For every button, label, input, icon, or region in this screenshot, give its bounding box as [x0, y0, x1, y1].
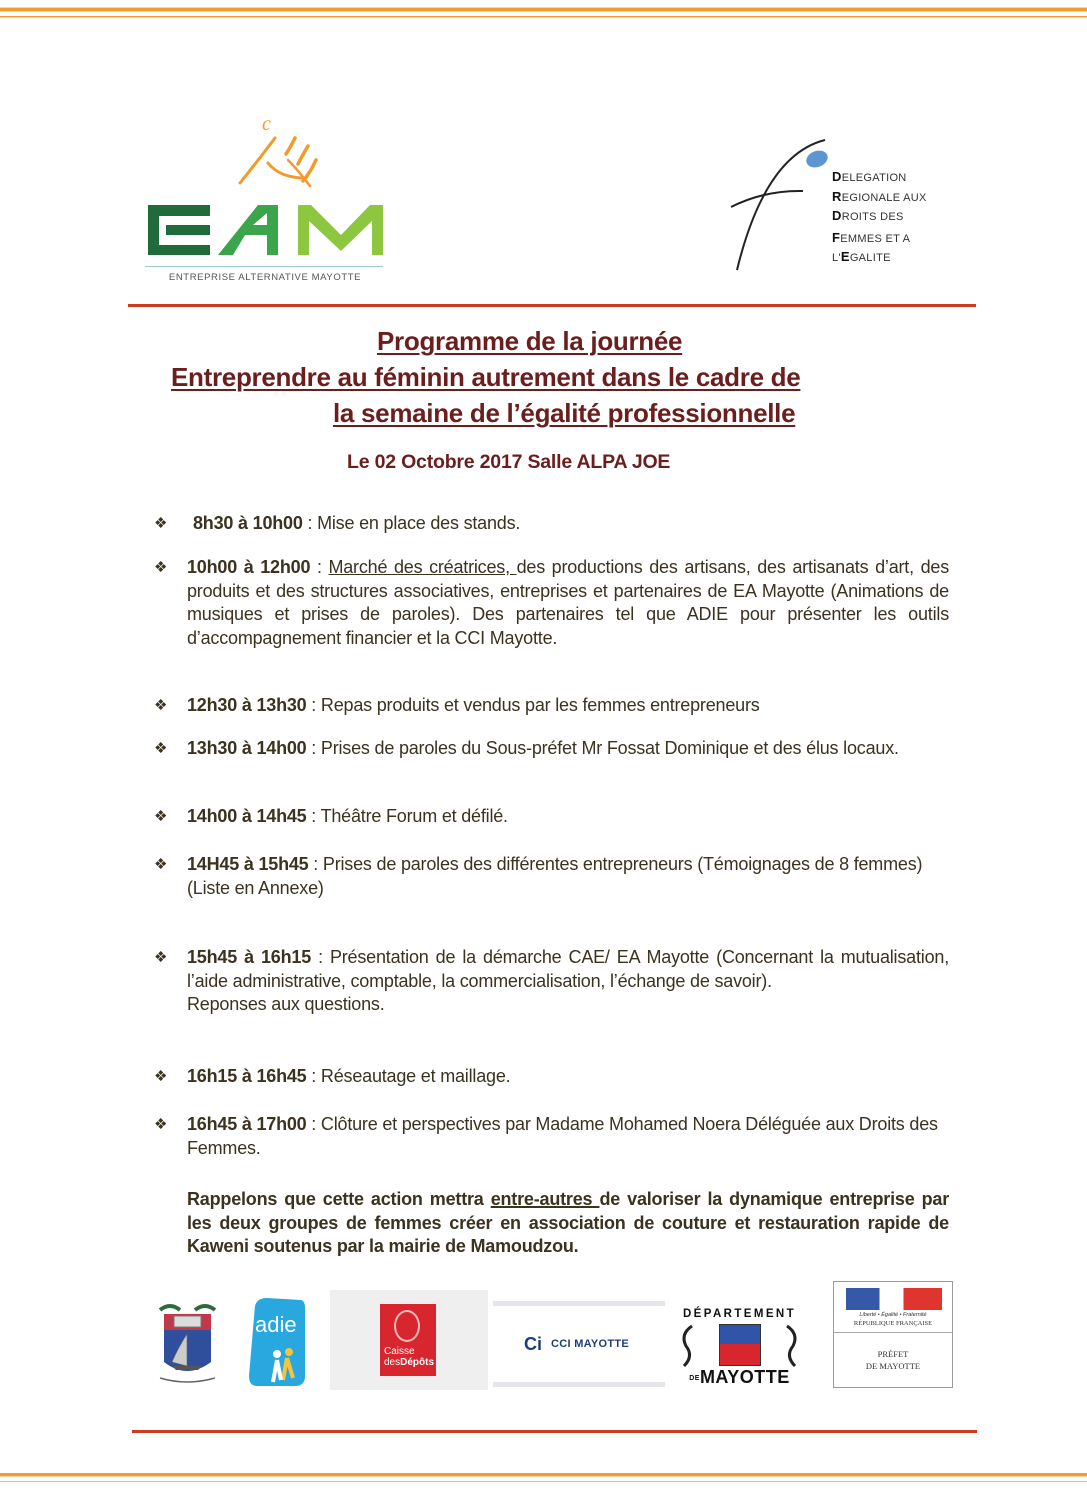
item-text: Repas produits et vendus par les femmes entrepreneurs — [320, 695, 760, 715]
item-text: des productions des artisans, des artisanats d’art, des produits et des structures associatives, entreprises et partenaires de EA Mayotte (Animations de musiques et prises de paroles). Des partenaires tel que ADIE pour présenter les outils d’accompagnement financier et la CCI Mayotte. — [187, 557, 950, 648]
program-item: ❖ 10h00 à 12h00 : Marché des créatrices, des productions des artisans, des artisanats d’art, des produits et des structures associatives, entreprises et partenaires de EA Mayotte (Animations de musiques et prises de paroles). Des partenaires tel que ADIE pour présenter les outils d’accompagnement financier et la CCI Mayotte. — [154, 557, 950, 648]
coat-of-arms-icon — [150, 1300, 225, 1388]
subtitle-line-2: la semaine de l’égalité professionnelle — [333, 398, 796, 428]
item-extra: Reponses aux questions. — [187, 994, 385, 1014]
header-divider — [128, 304, 976, 307]
item-time: 16h15 à 16h45 — [187, 1066, 307, 1086]
dep-shield-icon — [719, 1324, 761, 1366]
item-time: 15h45 à 16h15 — [187, 947, 312, 967]
diamond-bullet-icon: ❖ — [154, 515, 168, 532]
delegation-text — [832, 168, 927, 268]
adie-badge-icon — [247, 1296, 307, 1388]
event-date-venue: Le 02 Octobre 2017 Salle ALPA JOE — [347, 451, 671, 473]
program-item: ❖ 13h30 à 14h00 : Prises de paroles du Sous-préfet Mr Fossat Dominique et des élus locaux. — [187, 737, 967, 761]
adie-logo — [247, 1296, 307, 1388]
item-time: 14H45 à 15h45 — [187, 854, 309, 874]
eam-logo — [140, 108, 390, 288]
item-text: Présentation de la démarche CAE/ EA Mayotte (Concernant la mutualisation, l’aide administrative, comptable, la commercialisation, l’échange de savoir). — [187, 947, 949, 991]
bottom-orange-band-thin — [0, 1481, 1087, 1482]
delegation-line: DROITS DES — [832, 208, 904, 223]
program-item: ❖ 16h15 à 16h45 : Réseautage et maillage. — [187, 1065, 949, 1089]
delegation-line: FEMMES ET A — [832, 229, 911, 245]
delegation-f-icon — [725, 135, 835, 275]
diamond-bullet-icon: ❖ — [154, 559, 168, 576]
item-time: 10h00 à 12h00 — [187, 557, 311, 577]
item-time: 14h00 à 14h45 — [187, 806, 307, 826]
eam-figure-icon — [140, 108, 390, 208]
footer-divider — [132, 1430, 977, 1433]
diamond-bullet-icon: ❖ — [154, 697, 168, 714]
cdc-red-box: Caisse desDépôts — [380, 1304, 436, 1376]
item-highlight: Marché des créatrices, — [328, 557, 517, 577]
closing-note: Rappelons que cette action mettra entre-autres de valoriser la dynamique entreprise par les deux groupes de femmes créer en association de couture et restauration rapide de Kaweni soutenus par la mairie de Mamoudzou. — [187, 1189, 950, 1256]
top-orange-band-thin — [0, 16, 1087, 17]
diamond-bullet-icon: ❖ — [154, 740, 168, 757]
item-extra: (Liste en Annexe) — [187, 877, 324, 898]
item-text: Clôture et perspectives par Madame Mohamed Noera Déléguée aux Droits des Femmes. — [187, 1114, 938, 1158]
cci-mayotte-logo — [493, 1301, 665, 1387]
bottom-orange-band — [0, 1473, 1087, 1476]
program-item: ❖ 8h30 à 10h00 : Mise en place des stands. — [187, 512, 949, 536]
svg-text:c: c — [262, 113, 271, 135]
note-highlight: entre-autres — [490, 1189, 600, 1209]
cdc-seal-icon — [394, 1310, 420, 1342]
delegation-line: L'EGALITE — [832, 249, 891, 264]
diamond-bullet-icon: ❖ — [154, 949, 168, 966]
prefet-mayotte-logo: Liberté • Égalité • Fraternité RÉPUBLIQUE FRANÇAISE PRÉFET DE MAYOTTE — [833, 1281, 953, 1388]
item-text: Prises de paroles du Sous-préfet Mr Fossat Dominique et des élus locaux. — [320, 738, 899, 758]
page-title: Programme de la journée — [377, 326, 683, 356]
subtitle-line-1: Entreprendre au féminin autrement dans le cadre de — [171, 362, 801, 392]
delegation-line: REGIONALE AUX — [832, 188, 927, 204]
program-item: ❖ 14H45 à 15h45 : Prises de paroles des différentes entrepreneurs (Témoignages de 8 femmes) (Liste en Annexe) — [154, 854, 923, 898]
delegation-line: DELEGATION — [832, 169, 907, 184]
item-time: 12h30 à 13h30 — [187, 695, 307, 715]
item-text: Théâtre Forum et défilé. — [320, 806, 508, 826]
diamond-bullet-icon: ❖ — [154, 808, 168, 825]
program-item: ❖ 12h30 à 13h30 : Repas produits et vendus par les femmes entrepreneurs — [187, 694, 949, 718]
diamond-bullet-icon: ❖ — [154, 1116, 168, 1133]
item-time: 16h45 à 17h00 — [187, 1114, 307, 1134]
item-text: Réseautage et maillage. — [320, 1066, 511, 1086]
delegation-logo — [725, 135, 965, 275]
diamond-bullet-icon: ❖ — [154, 856, 168, 873]
top-orange-band — [0, 8, 1087, 11]
mamoudzou-coat-of-arms-logo — [150, 1300, 225, 1388]
eam-letters — [148, 205, 383, 265]
departement-mayotte-logo: DÉPARTEMENT DEMAYOTTE — [672, 1308, 807, 1390]
item-text: Prises de paroles des différentes entrepreneurs (Témoignages de 8 femmes) — [322, 854, 923, 874]
item-time: 13h30 à 14h00 — [187, 738, 307, 758]
program-item: ❖ 14h00 à 14h45 : Théâtre Forum et défilé. — [187, 805, 949, 829]
item-text: Mise en place des stands. — [317, 513, 521, 533]
diamond-bullet-icon: ❖ — [154, 1068, 168, 1085]
marianne-flag-icon — [846, 1288, 942, 1310]
program-item: ❖ 15h45 à 16h15 : Présentation de la démarche CAE/ EA Mayotte (Concernant la mutualisation, l’aide administrative, comptable, la commercialisation, l’échange de savoir). Reponses aux questions. — [154, 947, 949, 1014]
caisse-des-depots-logo — [330, 1290, 488, 1390]
cci-label: CCI MAYOTTE — [551, 1338, 630, 1350]
cci-icon: Ci — [524, 1334, 542, 1354]
svg-text:adie: adie — [255, 1312, 297, 1337]
eam-tagline: ENTREPRISE ALTERNATIVE MAYOTTE — [168, 272, 362, 283]
item-time: 8h30 à 10h00 — [193, 513, 303, 533]
program-item: ❖ 16h45 à 17h00 : Clôture et perspectives par Madame Mohamed Noera Déléguée aux Droits des Femmes. — [154, 1114, 938, 1158]
eam-divider — [145, 266, 383, 267]
